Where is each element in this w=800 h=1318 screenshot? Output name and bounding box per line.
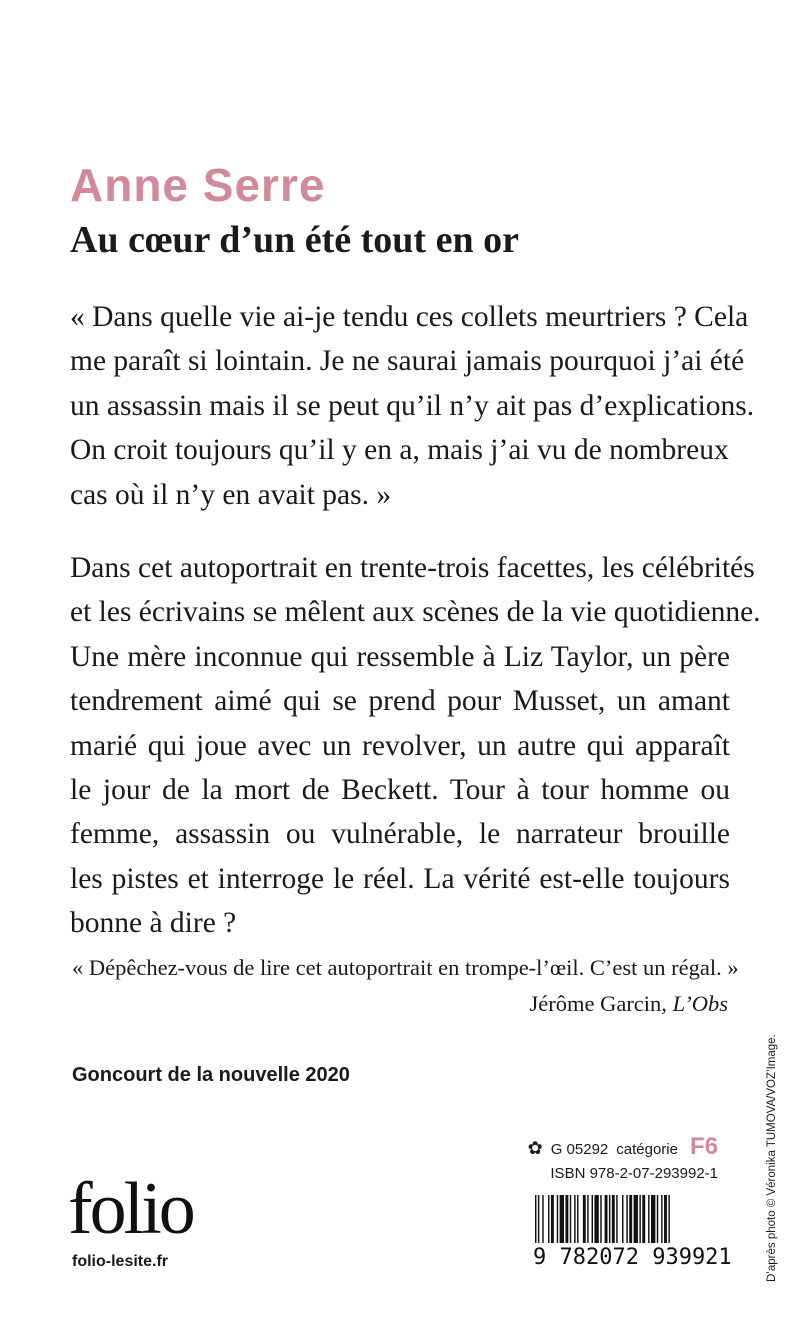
prize-label: Goncourt de la nouvelle 2020 bbox=[72, 1064, 350, 1086]
summary-line: tendrement aimé qui se prend pour Musset, un amant bbox=[70, 685, 730, 718]
summary-line: femme, assassin ou vulnérable, le narrateur brouille bbox=[70, 818, 730, 851]
summary-line: Dans cet autoportrait en trente-trois facettes, les célébrités bbox=[70, 552, 755, 584]
photo-credit: D’après photo © Véronika TUMOVA/VOZ’Image. bbox=[766, 1034, 778, 1282]
quote-line: un assassin mais il se peut qu’il n’y ait pas d’explications. bbox=[70, 389, 755, 422]
summary-line: et les écrivains se mêlent aux scènes de la vie quotidienne. bbox=[70, 596, 761, 629]
summary-line: marié qui joue avec un revolver, un autre qui apparaît bbox=[70, 729, 730, 762]
quote-line: « Dans quelle vie ai-je tendu ces collets meurtriers ? Cela bbox=[70, 301, 749, 333]
review-attribution bbox=[529, 991, 728, 1017]
catalog-code: G 05292 bbox=[550, 1141, 609, 1158]
category-badge: F6 bbox=[689, 1133, 718, 1160]
quote-line: On croit toujours qu’il y en a, mais j’ai vu de nombreux bbox=[70, 434, 729, 467]
summary-line: bonne à dire ? bbox=[70, 907, 237, 940]
publisher-website: folio-lesite.fr bbox=[72, 1253, 169, 1270]
summary-line: les pistes et interroge le réel. La vérité est-elle toujours bbox=[70, 862, 730, 895]
quote-line: cas où il n’y en avait pas. » bbox=[70, 478, 392, 511]
flower-icon: ✿ bbox=[527, 1138, 543, 1158]
review-source: L’Obs bbox=[672, 991, 728, 1016]
quote-line: me paraît si lointain. Je ne saurai jamais pourquoi j’ai été bbox=[70, 345, 745, 378]
book-title: Au cœur d’un été tout en or bbox=[70, 219, 519, 261]
excerpt-quote bbox=[70, 295, 755, 517]
category-label: catégorie bbox=[616, 1141, 678, 1158]
book-summary bbox=[70, 546, 761, 946]
summary-line: le jour de la mort de Beckett. Tour à tour homme ou bbox=[70, 773, 730, 806]
isbn: ISBN 978-2-07-293992-1 bbox=[550, 1165, 718, 1182]
summary-line: Une mère inconnue qui ressemble à Liz Taylor, un père bbox=[70, 640, 730, 673]
author-name: Anne Serre bbox=[70, 159, 326, 211]
catalog-code-row bbox=[528, 1133, 718, 1161]
barcode-digits: 9 782072 939921 bbox=[533, 1243, 719, 1273]
publisher-logo: folio bbox=[68, 1168, 193, 1250]
review-author: Jérôme Garcin, bbox=[529, 991, 667, 1016]
press-review: « Dépêchez-vous de lire cet autoportrait en trompe-l’œil. C’est un régal. » bbox=[72, 955, 739, 980]
